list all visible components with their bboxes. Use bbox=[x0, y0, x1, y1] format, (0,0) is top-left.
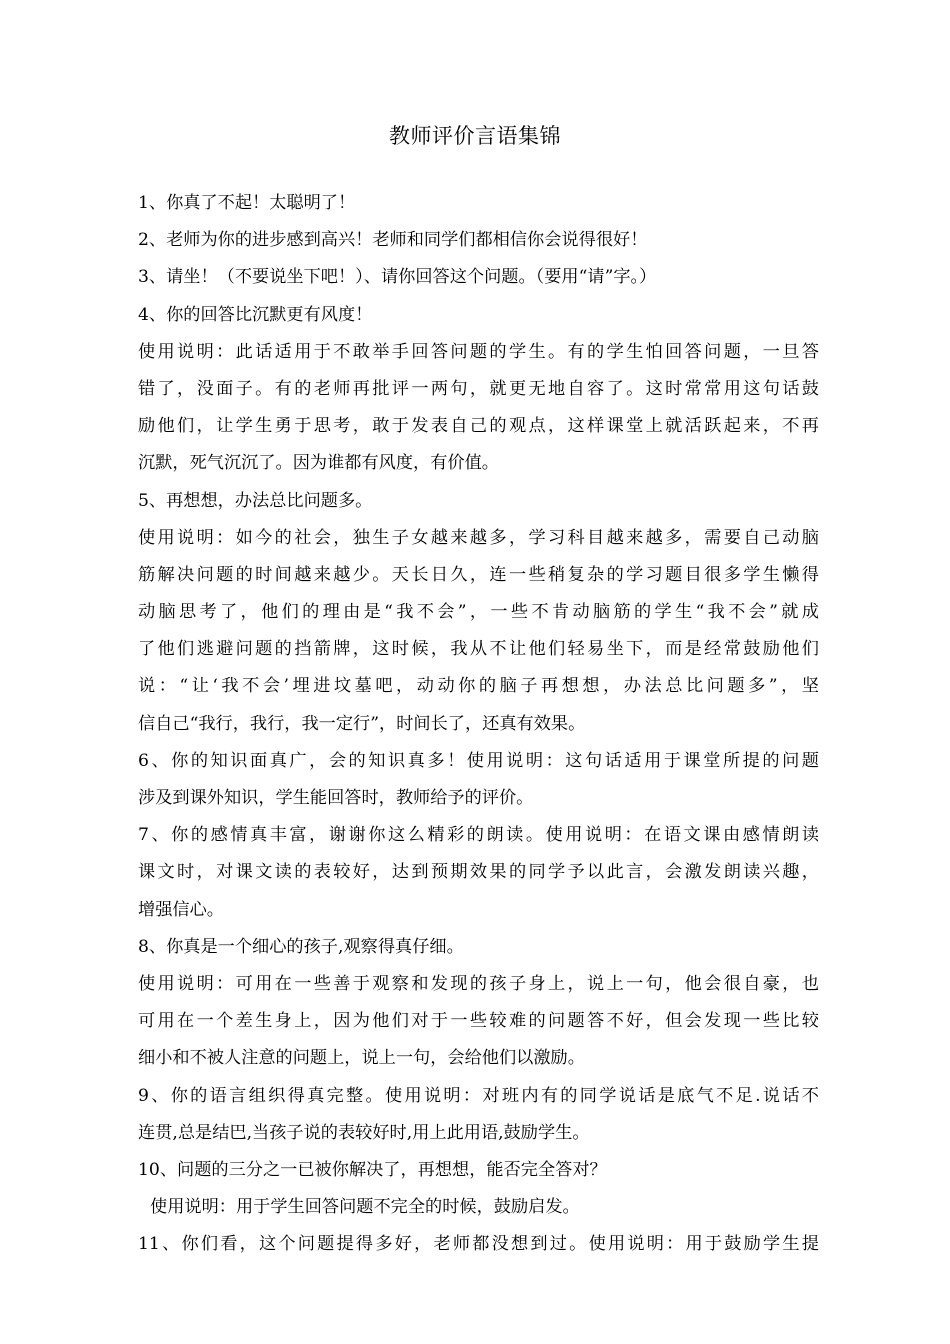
text-line: 错了，没面子。有的老师再批评一两句，就更无地自容了。这时常常用这句话鼓 bbox=[138, 378, 819, 399]
text-line: 沉默，死气沉沉了。因为谁都有风度，有价值。 bbox=[138, 453, 499, 474]
text-line: 8、你真是一个细心的孩子,观察得真仔细。 bbox=[138, 936, 464, 957]
text-line: 11、你们看，这个问题提得多好，老师都没想到过。使用说明：用于鼓励学生提 bbox=[138, 1234, 819, 1255]
text-line: 3、请坐！（不要说坐下吧！）、请你回答这个问题。（要用“请”字。） bbox=[138, 267, 657, 288]
text-line: 可用在一个差生身上，因为他们对于一些较难的问题答不好，但会发现一些比较 bbox=[138, 1011, 819, 1032]
text-line: 信自己“我行，我行，我一定行”，时间长了，还真有效果。 bbox=[138, 713, 586, 734]
text-line: 7、你的感情真丰富，谢谢你这么精彩的朗读。使用说明：在语文课由感情朗读 bbox=[138, 825, 819, 846]
text-line: 使用说明：如今的社会，独生子女越来越多，学习科目越来越多，需要自己动脑 bbox=[138, 527, 819, 548]
text-line: 使用说明：用于学生回答问题不完全的时候，鼓励启发。 bbox=[150, 1197, 580, 1218]
text-line: 1、你真了不起！太聪明了！ bbox=[138, 193, 356, 213]
text-line: 增强信心。 bbox=[138, 899, 224, 920]
text-line: 4、你的回答比沉默更有风度！ bbox=[138, 304, 373, 325]
text-line: 使用说明：可用在一些善于观察和发现的孩子身上，说上一句，他会很自豪，也 bbox=[138, 973, 819, 994]
text-line: 筋解决问题的时间越来越少。天长日久，连一些稍复杂的学习题目很多学生懒得 bbox=[138, 564, 819, 585]
text-line: 了他们逃避问题的挡箭牌，这时候，我从不让他们轻易坐下，而是经常鼓励他们 bbox=[138, 639, 819, 660]
document-body bbox=[138, 185, 819, 1263]
text-line: 5、再想想，办法总比问题多。 bbox=[138, 490, 373, 511]
text-line: 9、你的语言组织得真完整。使用说明：对班内有的同学说话是底气不足.说话不 bbox=[138, 1085, 819, 1106]
text-line: 说：“让‘我不会’埋进坟墓吧，动动你的脑子再想想，办法总比问题多”，坚 bbox=[138, 676, 819, 697]
text-line: 10、问题的三分之一已被你解决了，再想想，能否完全答对？ bbox=[138, 1159, 607, 1180]
document-title: 教师评价言语集锦 bbox=[389, 124, 561, 148]
text-line: 课文时，对课文读的表较好，达到预期效果的同学予以此言，会激发朗读兴趣， bbox=[138, 862, 819, 883]
text-line: 动脑思考了，他们的理由是“我不会”，一些不肯动脑筋的学生“我不会”就成 bbox=[138, 602, 819, 623]
text-line: 2、老师为你的进步感到高兴！老师和同学们都相信你会说得很好！ bbox=[138, 230, 648, 251]
text-line: 涉及到课外知识，学生能回答时，教师给予的评价。 bbox=[138, 788, 534, 808]
text-line: 6、你的知识面真广，会的知识真多！使用说明：这句话适用于课堂所提的问题 bbox=[138, 750, 819, 771]
text-line: 励他们，让学生勇于思考，敢于发表自己的观点，这样课堂上就活跃起来，不再 bbox=[138, 416, 819, 437]
text-line: 连贯,总是结巴,当孩子说的表较好时,用上此用语,鼓励学生。 bbox=[138, 1122, 590, 1143]
text-line: 细小和不被人注意的问题上，说上一句，会给他们以激励。 bbox=[138, 1048, 585, 1069]
text-line: 使用说明：此话适用于不敢举手回答问题的学生。有的学生怕回答问题，一旦答 bbox=[138, 341, 819, 362]
